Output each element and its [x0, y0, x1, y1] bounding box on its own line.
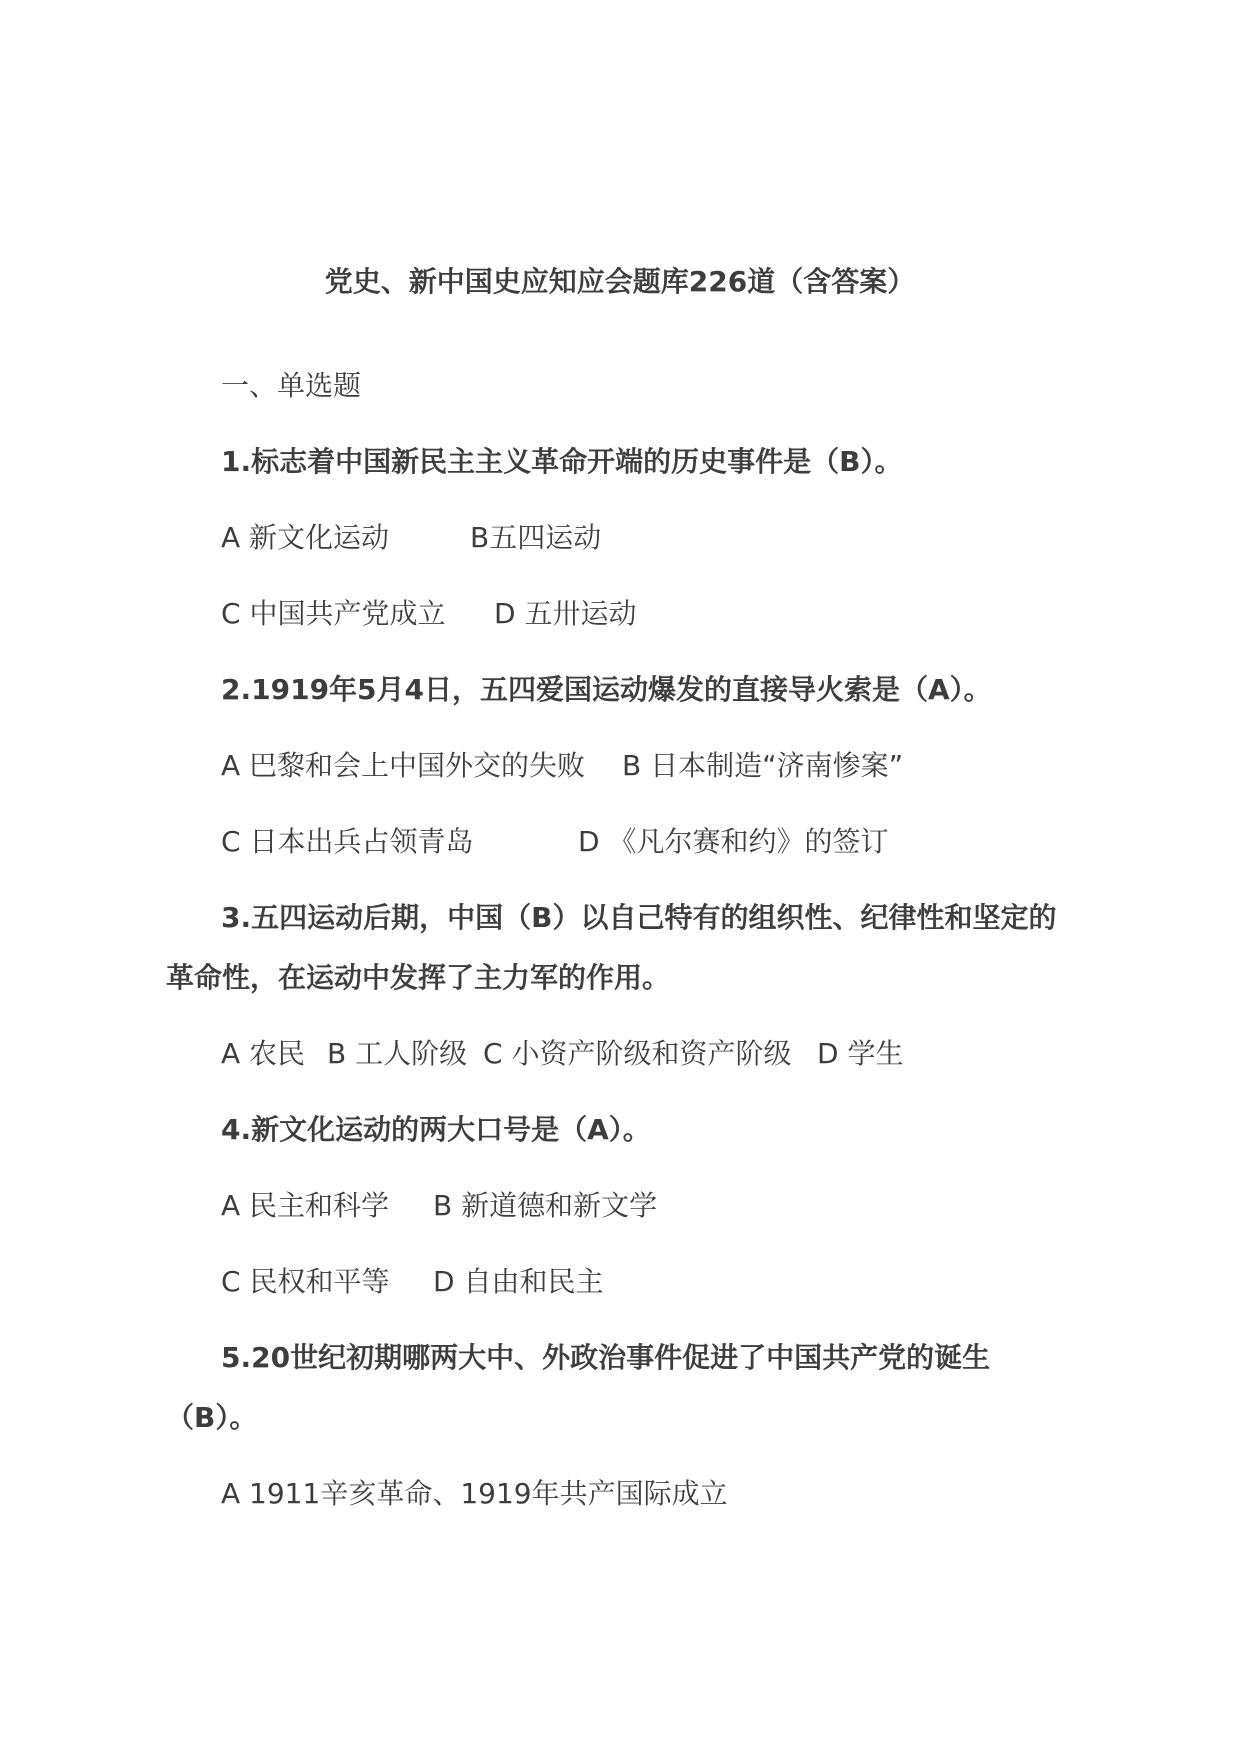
question-1-stem: 1.标志着中国新民主主义革命开端的历史事件是（B）。 — [221, 445, 903, 478]
question-5-option-a: A 1911辛亥革命、1919年共产国际成立 — [221, 1477, 728, 1510]
question-4-stem: 4.新文化运动的两大口号是（A）。 — [221, 1113, 651, 1146]
question-5-stem-line-2: （B）。 — [166, 1401, 258, 1434]
question-4-option-c: C 民权和平等 — [221, 1265, 390, 1298]
section-heading: 一、单选题 — [221, 369, 362, 402]
question-4-option-d: D 自由和民主 — [433, 1265, 604, 1298]
question-5-stem-line-1: 5.20世纪初期哪两大中、外政治事件促进了中国共产党的诞生 — [221, 1341, 991, 1374]
question-1-option-a: A 新文化运动 — [221, 521, 390, 554]
question-2-option-a: A 巴黎和会上中国外交的失败 — [221, 749, 586, 782]
question-3-stem-line-1: 3.五四运动后期，中国（B）以自己特有的组织性、纪律性和坚定的 — [221, 901, 1057, 934]
question-1-option-c: C 中国共产党成立 — [221, 597, 446, 630]
question-1-option-b: B五四运动 — [470, 521, 602, 554]
question-3-stem-line-2: 革命性，在运动中发挥了主力军的作用。 — [166, 961, 671, 994]
question-4-option-a: A 民主和科学 — [221, 1189, 390, 1222]
question-1-option-d: D 五卅运动 — [494, 597, 637, 630]
question-2-option-d: D 《凡尔赛和约》的签订 — [578, 825, 889, 858]
question-3-option-c: C 小资产阶级和资产阶级 — [483, 1037, 792, 1070]
question-4-option-b: B 新道德和新文学 — [433, 1189, 658, 1222]
question-2-option-c: C 日本出兵占领青岛 — [221, 825, 474, 858]
question-3-option-b: B 工人阶级 — [327, 1037, 468, 1070]
question-2-option-b: B 日本制造“济南惨案” — [622, 749, 904, 782]
question-3-option-d: D 学生 — [817, 1037, 904, 1070]
document-title: 党史、新中国史应知应会题库226道（含答案） — [324, 265, 916, 298]
question-2-stem: 2.1919年5月4日，五四爱国运动爆发的直接导火索是（A）。 — [221, 673, 992, 706]
question-3-option-a: A 农民 — [221, 1037, 306, 1070]
